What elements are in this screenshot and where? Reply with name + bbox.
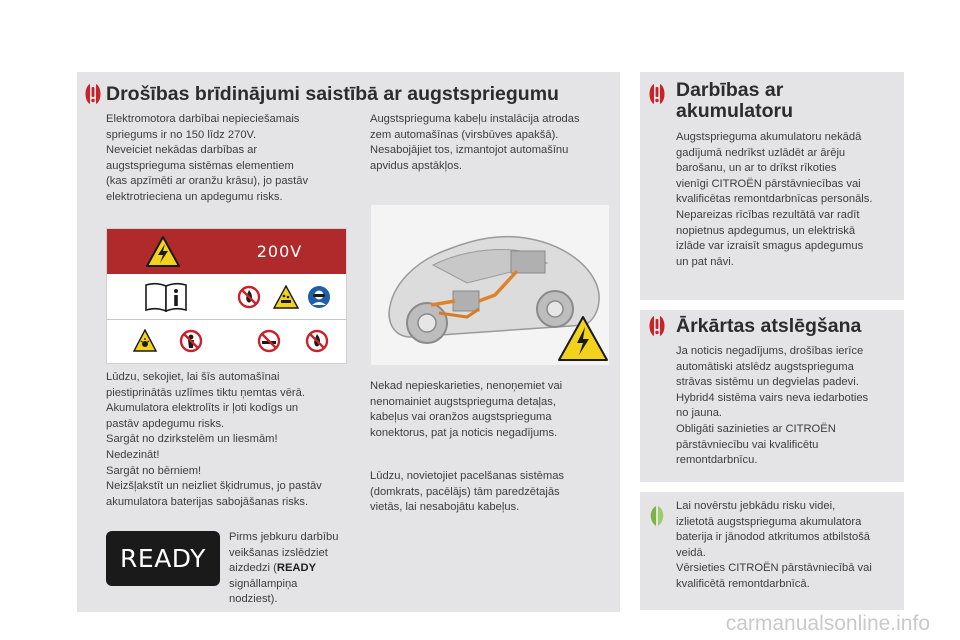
corrosive-icon xyxy=(273,285,299,309)
watermark: carmanualsonline.info xyxy=(725,612,930,635)
ignition-text-before: Pirms jebkuru darbību veikšanas izslēdziet aizdedzi ( xyxy=(229,531,339,575)
do-not-touch-paragraph: Nekad nepieskarieties, nenoņemiet vai nenomainiet augstsprieguma detaļas, kabeļus vai oranžos augstsprieguma konektorus, pat ja noticis negadījums. xyxy=(370,380,563,439)
ignition-text-strong: READY xyxy=(276,562,317,575)
hybrid-car-diagram xyxy=(371,205,609,365)
cable-location-paragraph: Augstsprieguma kabeļu instalācija atrodas zem automašīnas (virsbūves apakšā). Nesabojājiet tos, izmantojot automašīnu apvidus apstākļos. xyxy=(370,113,580,172)
high-voltage-icon xyxy=(145,235,181,268)
label-voltage: 200V xyxy=(256,242,303,261)
label-divider xyxy=(107,319,346,320)
emergency-text: Ja noticis negadījums, drošības ierīce automātiski atslēdz augstsprieguma strāvas sistēmu un degvielas padevi. Hybrid4 sistēma vairs neva iedarboties no jauna. Obligāti sazinieties ar CITROËN pārstāvniecību vai kvalificētu remontdarbnīcu. xyxy=(676,345,869,467)
lifting-paragraph: Lūdzu, novietojiet pacelšanas sistēmas (domkrats, pacēlājs) tām paredzētajās vietās, lai nesabojātu kabeļus. xyxy=(370,470,565,514)
ignition-text-after: signāllampiņa nodziest). xyxy=(229,577,298,606)
ready-indicator xyxy=(106,531,220,586)
no-smoking-icon xyxy=(257,329,281,353)
warning-icon xyxy=(646,83,668,105)
warning-icon xyxy=(646,315,668,337)
no-flame-icon xyxy=(237,285,261,309)
eye-protection-icon xyxy=(307,285,331,309)
explosive-icon xyxy=(133,329,157,353)
ignition-off-paragraph xyxy=(229,530,369,608)
warning-icon xyxy=(82,83,104,105)
battery-text: Augstsprieguma akumulatoru nekādā gadījumā nedrīkst uzlādēt ar ārēju barošanu, un ar to drīkst rīkoties vienīgi CITROËN pārstāvniecības vai kvalificētas remontdarbnīcas personāls. Nepareizas rīcības rezultātā var radīt nopietnus apdegumus, un elektriskā izlāde var izraisīt smagus apdegumus un pat nāvi. xyxy=(676,131,873,268)
eco-leaf-icon xyxy=(648,505,666,527)
emergency-title: Ārkārtas atslēgšana xyxy=(676,315,862,337)
hv-voltage-paragraph: Elektromotora darbībai nepieciešamais spriegums ir no 150 līdz 270V. Neveiciet nekādas darbības ar augstsprieguma sistēmas elementiem (kas apzīmēti ar oranžu krāsu), jo pastāv elektrotrieciena un apdegumu risks. xyxy=(106,113,309,203)
no-child-icon xyxy=(179,329,203,353)
battery-title: Darbības ar akumulatoru xyxy=(676,79,794,122)
label-header xyxy=(107,229,346,274)
manual-info-icon xyxy=(143,281,189,313)
ready-indicator-label: READY xyxy=(120,544,206,573)
environment-note-text: Lai novērstu jebkādu risku videi, izlietotā augstsprieguma akumulatora baterija ir jānodod atkritumos atbilstošā veidā. Vērsieties CITROËN pārstāvniecībā vai kvalificētā remontdarbnīcā. xyxy=(676,500,872,590)
car-illustration xyxy=(371,205,609,365)
hv-warning-label xyxy=(106,228,347,364)
main-title: Drošības brīdinājumi saistībā ar augstspriegumu xyxy=(106,83,559,105)
label-instructions-paragraph: Lūdzu, sekojiet, lai šīs automašīnai piestiprinātās uzlīmes tiktu ņemtas vērā. Akumulatora elektrolīts ir ļoti kodīgs un pastāv apdegumu risks. Sargāt no dzirkstelēm un liesmām! Nedezināt! Sargāt no bērniem! Neizšļakstīt un neizliet šķidrumus, jo pastāv akumulatora baterijas sabojāšanas risks. xyxy=(106,371,322,508)
no-flame-icon xyxy=(305,329,329,353)
